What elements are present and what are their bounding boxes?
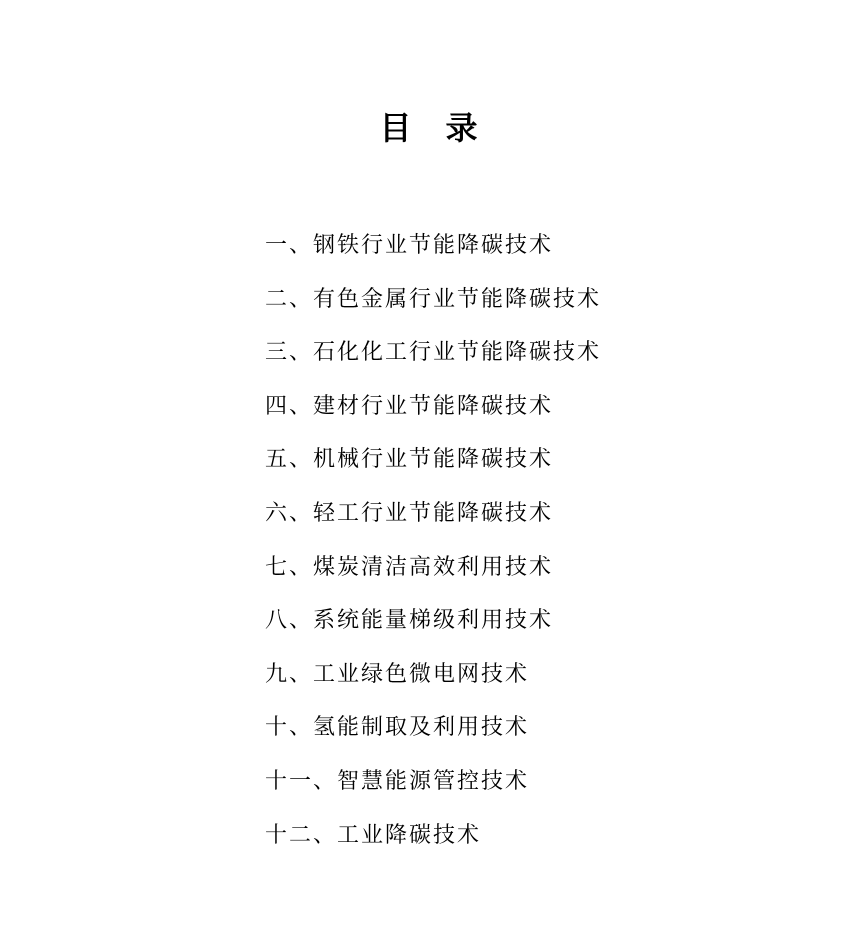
toc-item-energy-cascade: 八、系统能量梯级利用技术: [265, 608, 554, 634]
title-char-1: 目: [379, 109, 412, 147]
table-of-contents: [265, 224, 601, 867]
toc-item-light-industry: 六、轻工行业节能降碳技术: [265, 500, 554, 526]
title-char-2: 录: [445, 109, 478, 147]
toc-item-industrial-decarbonization: 十二、工业降碳技术: [265, 822, 482, 848]
page-title: [0, 104, 857, 152]
toc-item-petrochemical: 三、石化化工行业节能降碳技术: [265, 340, 602, 366]
toc-item-machinery: 五、机械行业节能降碳技术: [265, 447, 554, 473]
toc-item-steel: 一、钢铁行业节能降碳技术: [265, 233, 554, 258]
toc-item-green-microgrid: 九、工业绿色微电网技术: [265, 661, 530, 687]
toc-item-hydrogen: 十、氢能制取及利用技术: [265, 715, 530, 741]
toc-item-building-materials: 四、建材行业节能降碳技术: [265, 393, 554, 419]
toc-item-coal-utilization: 七、煤炭清洁高效利用技术: [265, 554, 554, 580]
toc-item-nonferrous-metals: 二、有色金属行业节能降碳技术: [265, 286, 602, 312]
toc-item-smart-energy: 十一、智慧能源管控技术: [265, 768, 530, 794]
